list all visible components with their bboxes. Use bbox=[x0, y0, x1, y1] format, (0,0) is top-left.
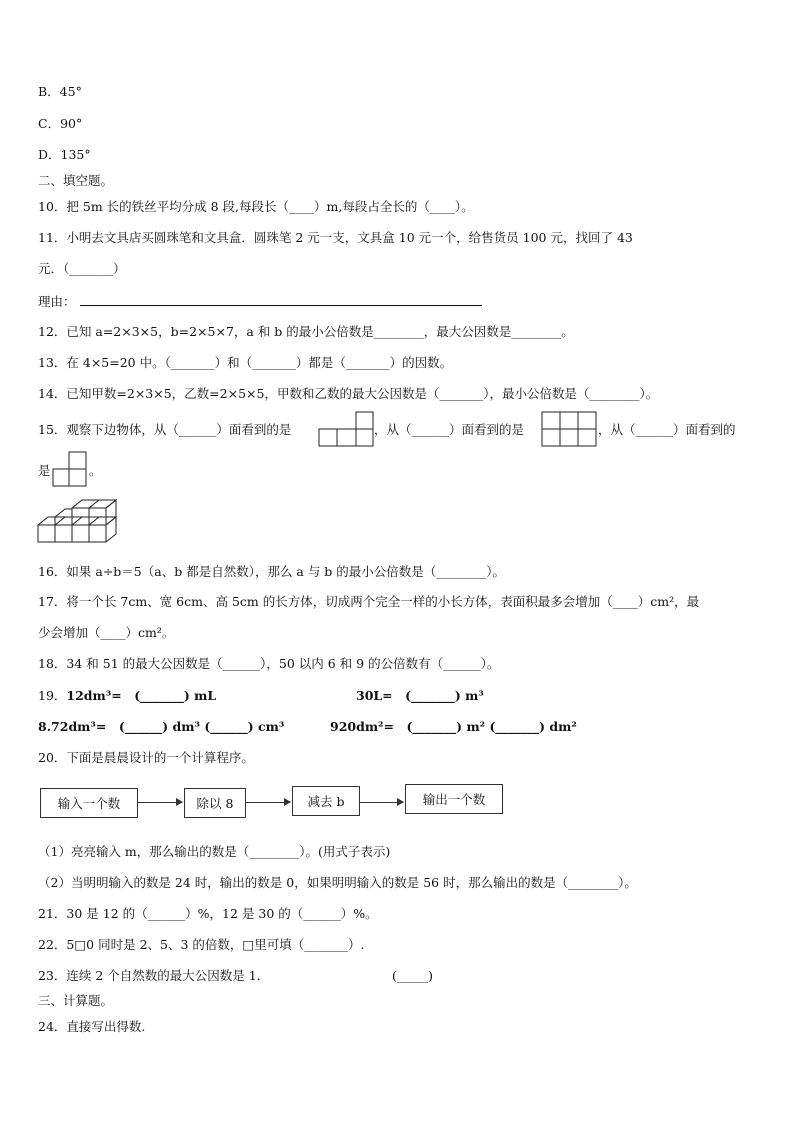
question-15-text5: 。 bbox=[89, 463, 102, 478]
question-22: 22．5□0 同时是 2、5、3 的倍数，□里可填（_______）. bbox=[38, 937, 365, 952]
question-23-blank[interactable]: (_____) bbox=[392, 968, 434, 983]
question-19-c: 8.72dm³= (______) dm³ (______) cm³ bbox=[38, 719, 285, 734]
flow-box-input: 输入一个数 bbox=[40, 788, 138, 818]
option-b: B．45° bbox=[38, 84, 82, 99]
option-d: D．135° bbox=[38, 147, 91, 162]
question-24: 24．直接写出得数. bbox=[38, 1019, 146, 1034]
question-19-d: 920dm²= (_______) m² (_______) dm² bbox=[330, 719, 577, 734]
question-19-a: 12dm³= (_______) mL bbox=[66, 688, 217, 703]
reason-answer-line[interactable] bbox=[80, 292, 482, 306]
question-13: 13．在 4×5=20 中。（_______）和（_______）都是（_______）的因数。 bbox=[38, 355, 453, 370]
flow-arrow-3 bbox=[359, 802, 403, 803]
question-11-reason bbox=[38, 292, 482, 310]
flow-arrow-2 bbox=[245, 802, 290, 803]
question-10: 10．把 5m 长的铁丝平均分成 8 段,每段长（____）m,每段占全长的（____）。 bbox=[38, 199, 474, 214]
flow-box-output: 输出一个数 bbox=[405, 784, 503, 814]
question-12: 12．已知 a=2×3×5，b=2×5×7，a 和 b 的最小公倍数是________，最大公因数是________。 bbox=[38, 324, 574, 339]
question-11-line1: 11．小明去文具店买圆珠笔和文具盒．圆珠笔 2 元一支，文具盒 10 元一个，给售货员 100 元，找回了 43 bbox=[38, 230, 633, 245]
section-title-calculation: 三、计算题。 bbox=[38, 993, 114, 1008]
question-11-line2: 元．（_______） bbox=[38, 261, 126, 276]
view-figure-1 bbox=[318, 411, 374, 447]
question-17-line1: 17．将一个长 7cm、宽 6cm、高 5cm 的长方体，切成两个完全一样的小长方体，表面积最多会增加（____）cm²，最 bbox=[38, 594, 700, 609]
option-c: C．90° bbox=[38, 116, 83, 131]
question-15-text2: ，从（______）面看到的是 bbox=[374, 422, 525, 437]
question-14: 14．已知甲数=2×3×5，乙数=2×5×5，甲数和乙数的最大公因数是（_______），最小公倍数是（________）。 bbox=[38, 386, 659, 401]
question-15-text3: ，从（______）面看到的 bbox=[598, 422, 736, 437]
question-17-line2: 少会增加（____）cm²。 bbox=[38, 625, 175, 640]
question-20-part1: （1）亮亮输入 m，那么输出的数是（________）。(用式子表示) bbox=[38, 844, 391, 859]
flow-box-divide: 除以 8 bbox=[184, 788, 246, 818]
question-21: 21．30 是 12 的（______）%，12 是 30 的（______）%。 bbox=[38, 906, 378, 921]
view-figure-3 bbox=[52, 451, 88, 487]
question-20: 20．下面是晨晨设计的一个计算程序。 bbox=[38, 750, 254, 765]
cube-object-figure bbox=[36, 497, 120, 545]
section-title-fill-in: 二、填空题。 bbox=[38, 173, 114, 188]
question-15-text1: 15．观察下边物体，从（______）面看到的是 bbox=[38, 422, 292, 437]
question-19-row1 bbox=[38, 688, 216, 704]
view-figure-2 bbox=[541, 411, 597, 447]
flow-arrow-1 bbox=[137, 802, 182, 803]
question-23: 23．连续 2 个自然数的最大公因数是 1． bbox=[38, 968, 270, 983]
question-16: 16．如果 a÷b＝5（a、b 都是自然数），那么 a 与 b 的最小公倍数是（________）。 bbox=[38, 564, 506, 579]
question-19-b: 30L= (_______) m³ bbox=[356, 688, 484, 703]
question-19-label: 19． bbox=[38, 688, 67, 703]
question-18: 18．34 和 51 的最大公因数是（______），50 以内 6 和 9 的公倍数有（______）。 bbox=[38, 656, 500, 671]
question-20-part2: （2）当明明输入的数是 24 时，输出的数是 0，如果明明输入的数是 56 时，那么输出的数是（________）。 bbox=[38, 875, 637, 890]
flow-box-subtract: 减去 b bbox=[292, 786, 360, 816]
question-15-text4: 是 bbox=[38, 463, 51, 478]
reason-label: 理由： bbox=[38, 294, 76, 309]
